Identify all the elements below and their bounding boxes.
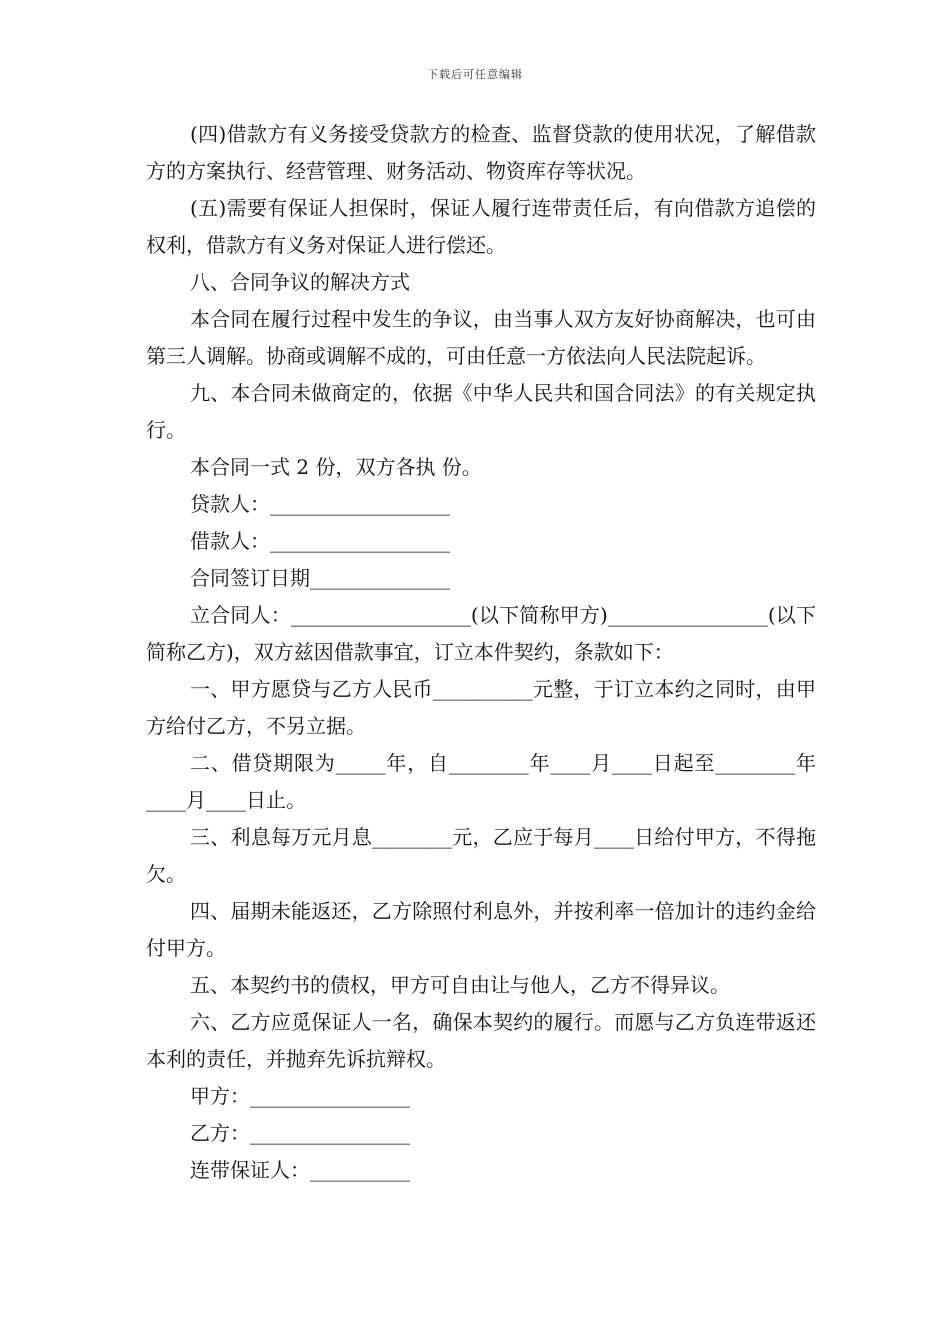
paragraph-parties: 立合同人：__________________(以下简称甲方)________________(以下简称乙方)，双方兹因借款事宜，订立本件契约，条款如下： xyxy=(146,603,816,664)
signature-borrower: 借款人：__________________ xyxy=(190,529,450,553)
paragraph-article-6: 六、乙方应觅保证人一名，确保本契约的履行。而愿与乙方负连带返还本利的责任，并抛弃先诉抗辩权。 xyxy=(146,1010,816,1071)
paragraph-article-3: 三、利息每万元月息________元，乙应于每月____日给付甲方，不得拖欠。 xyxy=(146,825,816,886)
paragraph-copies: 本合同一式 2 份，双方各执 份。 xyxy=(190,455,482,479)
paragraph-clause-5: (五)需要有保证人担保时，保证人履行连带责任后，有向借款方追偿的权利，借款方有义务对保证人进行偿还。 xyxy=(146,196,816,257)
section-heading-dispute: 八、合同争议的解决方式 xyxy=(190,270,410,294)
signature-party-b: 乙方：________________ xyxy=(190,1121,410,1145)
paragraph-article-1: 一、甲方愿贷与乙方人民币__________元整，于订立本约之同时，由甲方给付乙方，不另立据。 xyxy=(146,677,816,738)
signing-date: 合同签订日期______________ xyxy=(190,566,450,590)
paragraph-article-2: 二、借贷期限为_____年，自________年____月____日起至________年____月____日止。 xyxy=(146,751,816,812)
paragraph-article-5: 五、本契约书的债权，甲方可自由让与他人，乙方不得异议。 xyxy=(190,973,730,997)
page-header: 下载后可任意编辑 xyxy=(427,68,523,81)
paragraph-article-4: 四、届期未能返还，乙方除照付利息外，并按利率一倍加计的违约金给付甲方。 xyxy=(146,899,816,960)
paragraph-clause-4: (四)借款方有义务接受贷款方的检查、监督贷款的使用状况，了解借款方的方案执行、经营管理、财务活动、物资库存等状况。 xyxy=(146,122,816,183)
signature-lender: 贷款人：__________________ xyxy=(190,492,450,516)
document-body xyxy=(146,116,816,1189)
signature-guarantor: 连带保证人：__________ xyxy=(190,1158,410,1182)
paragraph-section-9: 九、本合同未做商定的，依据《中华人民共和国合同法》的有关规定执行。 xyxy=(146,381,816,442)
paragraph-dispute-resolution: 本合同在履行过程中发生的争议，由当事人双方友好协商解决，也可由第三人调解。协商或调解不成的，可由任意一方依法向人民法院起诉。 xyxy=(146,307,816,368)
signature-party-a: 甲方：________________ xyxy=(190,1084,410,1108)
